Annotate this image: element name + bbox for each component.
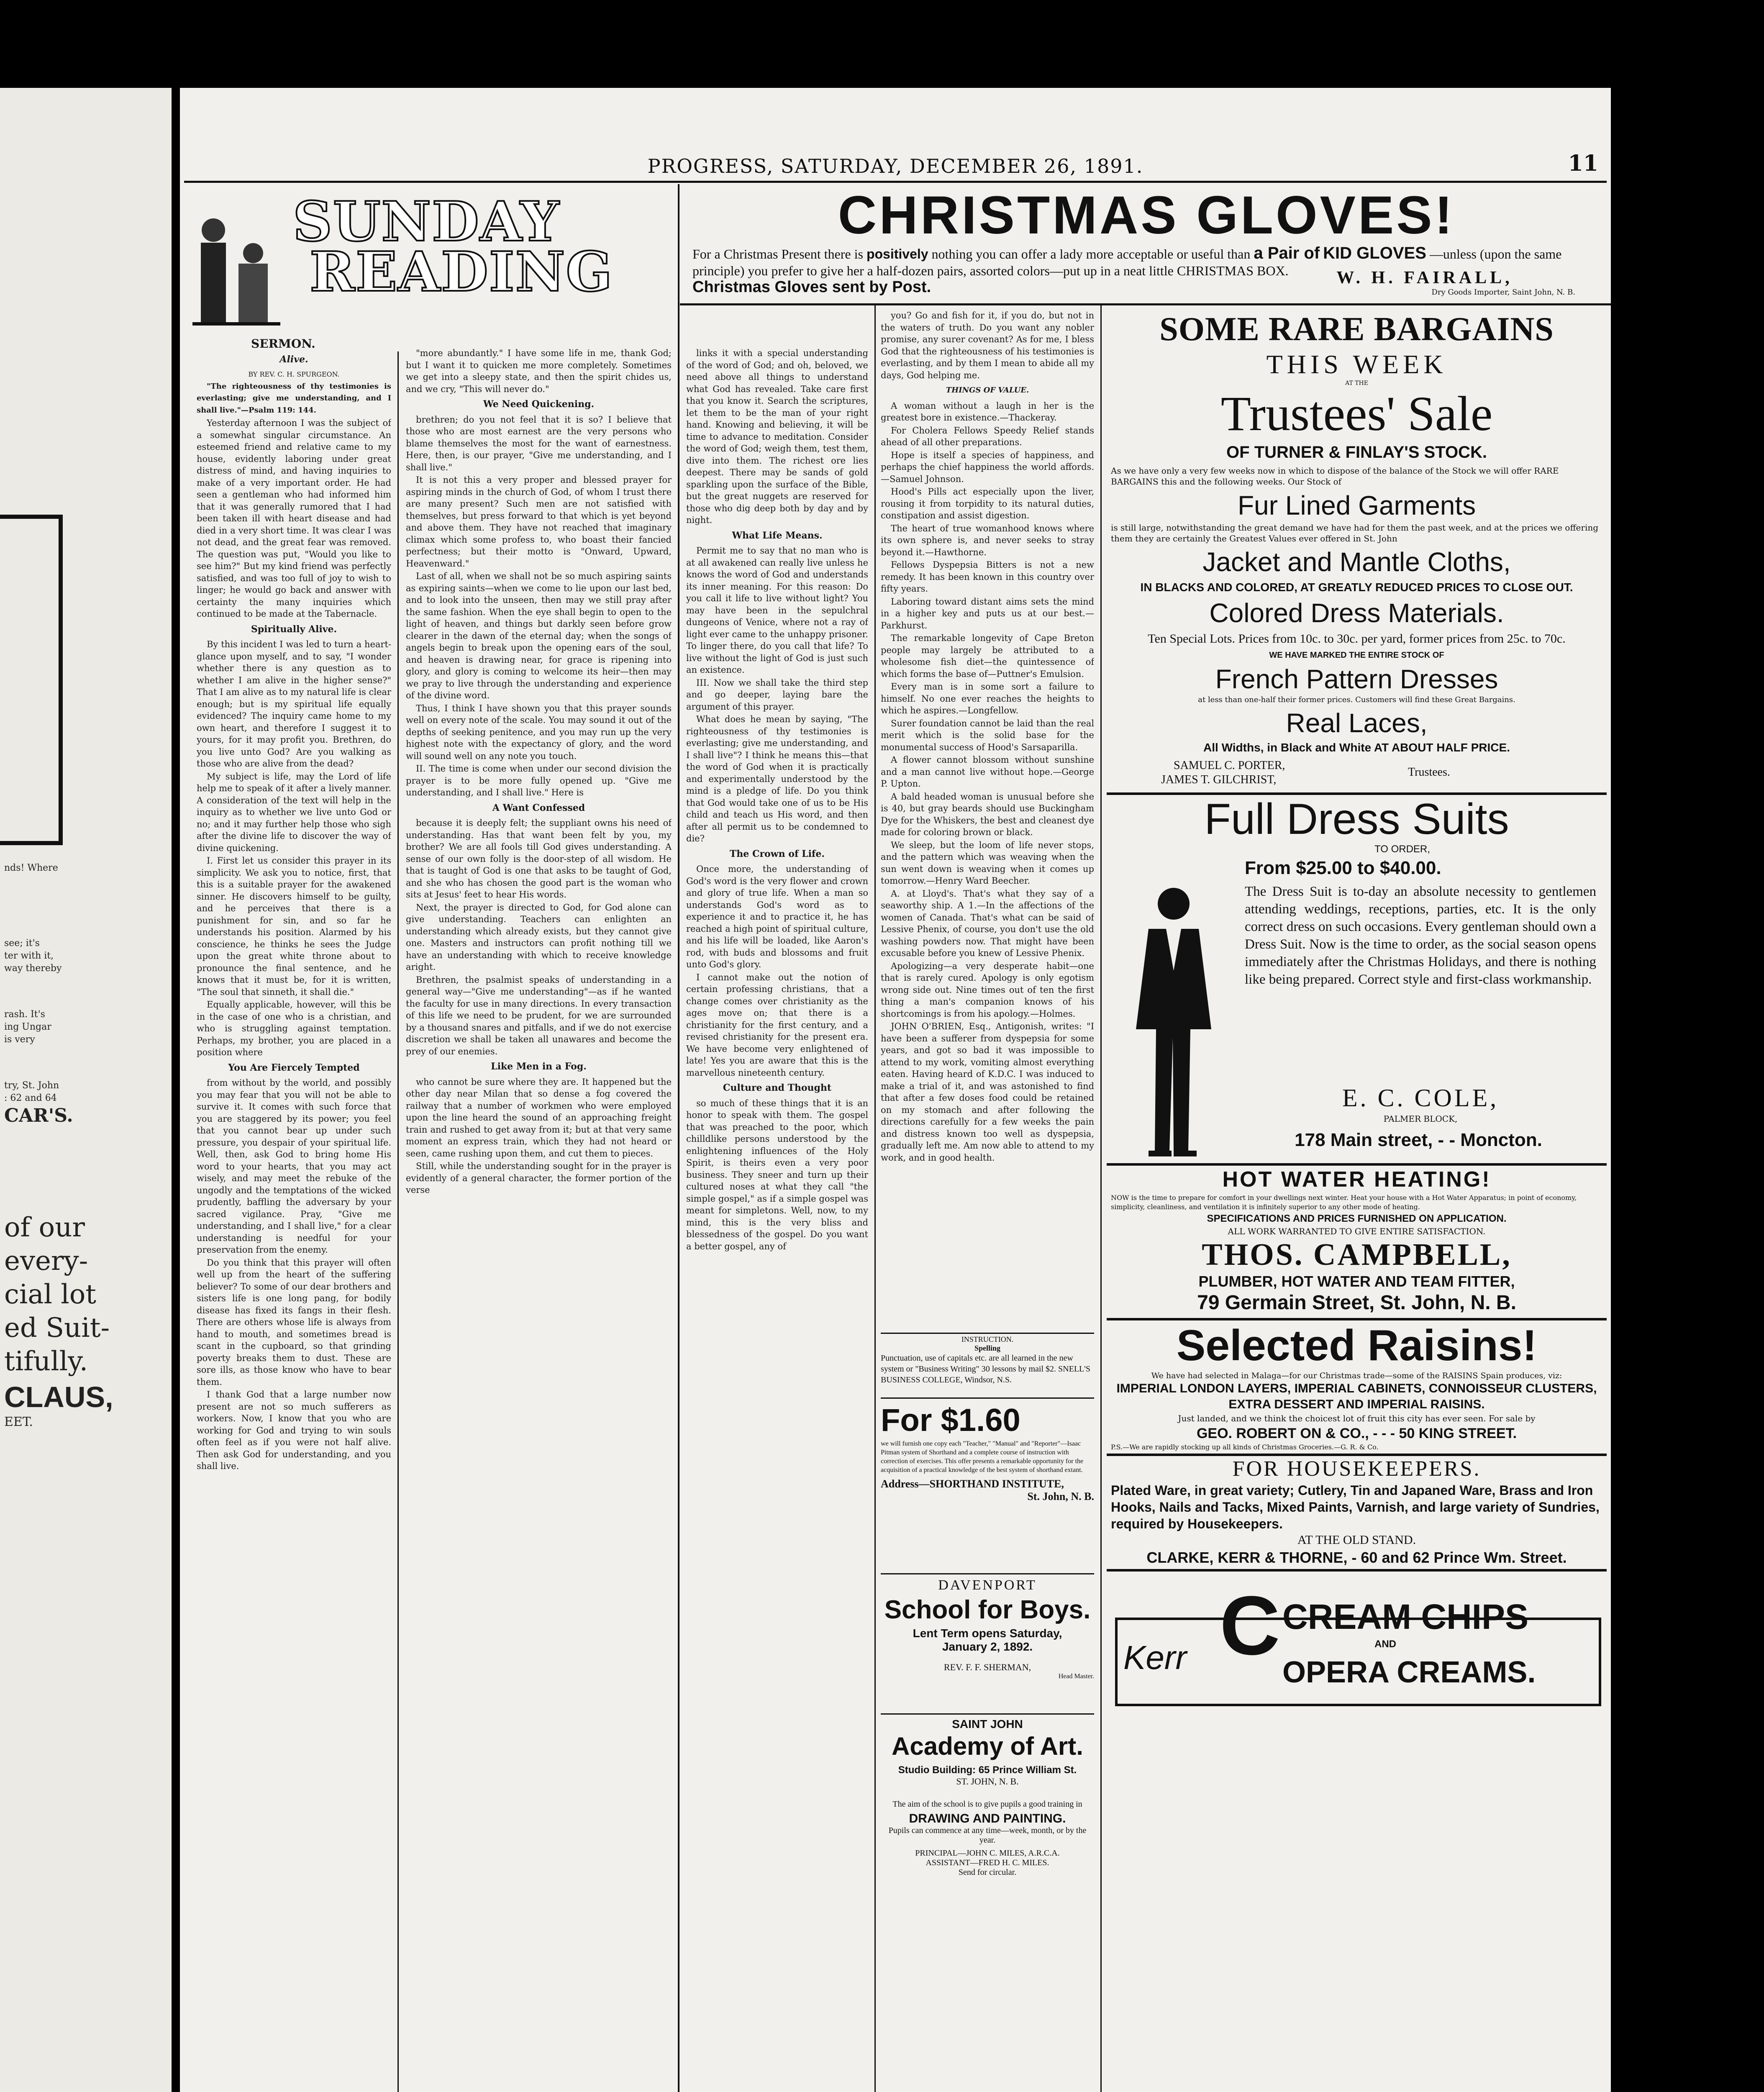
column-rule xyxy=(397,351,399,2092)
academy-circular: Send for circular. xyxy=(958,1868,1017,1877)
instruction-rule xyxy=(881,1573,1094,1574)
value-item: A flower cannot blossom without sunshine and a man cannot live without hope.—George P. Upton. xyxy=(881,755,1094,789)
value-item: A. at Lloyd's. That's what they say of a seaworthy ship. A 1.—In the affections of the women of Canada. That's what can be said of Lessive Phenix, of course, you don't use the old washing powders now. That might have been excusable before you knew of Lessive Phenix. xyxy=(881,888,1094,958)
housekeepers-body: Plated Ware, in great variety; Cutlery, Tin and Japaned Ware, Brass and Iron Hooks, Nails and Tacks, Mixed Paints, Varnish, and large variety of Sundries, required by Housekeepers. xyxy=(1111,1483,1600,1531)
jacket-mantle-cloths: Jacket and Mantle Cloths, xyxy=(1202,547,1511,577)
colored-dress-materials: Colored Dress Materials. xyxy=(1209,598,1504,628)
gloves-pair: a Pair of xyxy=(1254,244,1320,262)
sermon-paragraph: I thank God that a large number now present are not so much sufferers as workers. Now, I know that you who are working for God and trying to win souls often feel as if you were not half alive. Then ask God for understanding, and you shall live. xyxy=(197,1390,391,1471)
value-item: We sleep, but the loom of life never stops, and the pattern which was weaving when the sun went down is weaving when it comes up tomorrow.—Henry Ward Beecher. xyxy=(881,840,1094,886)
fragment-line: tifully. xyxy=(4,1346,88,1377)
newspaper-page xyxy=(180,88,1611,2092)
trustee-name: SAMUEL C. PORTER, xyxy=(1174,759,1285,772)
trustee-signatures xyxy=(1107,759,1607,792)
plumber-address: 79 Germain Street, St. John, N. B. xyxy=(1197,1292,1516,1314)
fragment-line: ter with it, xyxy=(4,951,54,961)
heating-warranted: ALL WORK WARRANTED TO GIVE ENTIRE SATISFACTION. xyxy=(1228,1226,1486,1236)
gloves-text: nothing you can offer a lady more acceptable or useful than xyxy=(931,246,1251,262)
sermon-paragraph: Permit me to say that no man who is at all awakened can really live unless he knows the word of God and understands its inner meaning. For this reason: Do you call it life to live without light? You may have been in the sepulchral dungeons of Venice, where not a ray of light ever came to the unhappy prisoner. To linger there, do you call that life? To live without the light of God is just such an existence. xyxy=(686,546,868,675)
instruction-section xyxy=(881,1333,1094,2092)
fragment-line: : 62 and 64 xyxy=(4,1093,57,1103)
sermon-paragraph: By this incident I was led to turn a heart-glance upon myself, and to say, "I wonder whether there is any question as to whether I am alive in the higher sense?" That I am alive as to my natural life is clear enough; but is my spiritual life equally evidenced? The inquiry came home to my own heart, and therefore I suggest it to yours, for it may profit you. Brethren, do you live unto God? Are you walking as those who are alive from the dead? xyxy=(197,639,391,769)
dress-suits-headline: Full Dress Suits xyxy=(1204,795,1509,843)
sermon-byline: BY REV. C. H. SPURGEON. xyxy=(248,370,340,378)
sermon-paragraph: Equally applicable, however, will this be in the case of one who is a christian, and who is struggling against temptation. Perhaps, my brother, you are placed in a position where xyxy=(197,1000,391,1057)
sermon-paragraph: Brethren, the psalmist speaks of understanding in a general way—"Give me understanding"—as if he wanted the faculty for use in many directions. In every transaction of this life we need to be prudent, for we are surrounded by a thousand snares and pitfalls, and if we do not exercise discretion we shall be taken all unawares and become the prey of our enemies. xyxy=(406,974,672,1056)
sermon-paragraph: links it with a special understanding of the word of God; and oh, beloved, we need above all things to understand what God has revealed. Take care first that you know it. Search the scriptures, let them to be the man of your right hand. Knowing and believing, it will be time to advance to meditation. Consider the word of God; weigh them, test them, dive into them. The richest ore lies deepest. There may be sands of gold sparkling upon the surface of the Bible, but the great nuggets are reserved for those who dig deep both by day and by night. xyxy=(686,348,868,525)
fragment-line: every- xyxy=(4,1246,88,1277)
heating-headline: HOT WATER HEATING! xyxy=(1222,1167,1491,1192)
sermon-paragraph: I cannot make out the notion of certain professing christians, that a change comes over christianity as the ages move on; that there is a christianity for the first century, and a revised christianity for the present era. We have become very enlightened of late! Yes you are aware that this is the marvellous nineteenth century. xyxy=(686,972,868,1078)
left-fragment-border xyxy=(0,515,63,845)
value-item: JOHN O'BRIEN, Esq., Antigonish, writes: "I have been a sufferer from dyspepsia for some years, and got so bad it was impossible to attend to my work, vomiting almost everything eaten. Having heard of K.D.C. I was induced to make a trial of it, and was astonished to find that after a few doses food could be retained on my stomach and after following the directions carefully for a few weeks the pain and distress known too well as dyspepsia, gradually left me. Am now able to attend to my work, and in good health. xyxy=(881,1021,1094,1163)
colored-text: Ten Special Lots. Prices from 10c. to 30c. per yard, former prices from 25c. to 70c. xyxy=(1148,632,1566,646)
headmaster-title: Head Master. xyxy=(1058,1673,1094,1680)
fragment-line: CLAUS, xyxy=(4,1381,113,1413)
studio-city: ST. JOHN, N. B. xyxy=(956,1776,1019,1787)
davenport-ad xyxy=(881,1577,1094,1680)
heating-specs: SPECIFICATIONS AND PRICES FURNISHED ON APPLICATION. xyxy=(1207,1213,1507,1224)
sermon-paragraph: Next, the prayer is directed to God, for God alone can give understanding. Teachers can enlighten an understanding which already exists, but they cannot give one. Masters and instructors can profit nothing till we have an understanding with which to receive knowledge aright. xyxy=(406,902,672,972)
dress-body: The Dress Suit is to-day an absolute necessity to gentlemen attending weddings, receptions, parties, etc. It is the only correct dress on such occasions. Every gentleman should own a Dress Suit. Now is the time to order, as the social season opens immediately after the Christmas Holidays, and there is nothing like being prepared. Correct style and first-class workmanship. xyxy=(1245,884,1596,987)
sermon-subhead: Spiritually Alive. xyxy=(251,623,337,635)
sermon-paragraph: Yesterday afternoon I was the subject of a somewhat singular circumstance. An esteemed friend and relative came to my house, evidently laboring under great distress of mind, and having inquiries to make of a very important order. He had seen a gentleman who had informed him that it was generally rumored that I had been taken ill with heart disease and had died in a very short time. It was clear I was not dead, and the great fear was removed. The question was put, "Would you like to see him?" But my kind friend was perfectly satisfied, and was too full of joy to wish to linger; he would go back and answer with certainty the many inquiries which continued to be made at the Tabernacle. xyxy=(197,418,391,619)
sermon-paragraph: Last of all, when we shall not be so much aspiring saints as expiring saints—when we come to lie upon our last bed, and to look into the unseen, then may we still pray after the same fashion. When the eye shall begin to open to the light of heaven, and things but darkly seen before grow clearer in the dawn of the eternal day; when the songs of angels begin to break upon the opening ears of the soul, and heaven is drawing near, for grace is ripening into glory, and glory is coming to welcome its heir—then may we pray to live through the understanding and experience of the divine word. xyxy=(406,571,672,700)
plumber-name: THOS. CAMPBELL, xyxy=(1202,1238,1512,1272)
fragment-line: see; it's xyxy=(4,938,40,949)
sermon-title: Alive. xyxy=(279,354,308,365)
real-laces: Real Laces, xyxy=(1286,708,1428,738)
to-order: TO ORDER, xyxy=(1374,843,1430,855)
sermon-subhead: The Crown of Life. xyxy=(729,848,825,859)
christmas-gloves-ad xyxy=(684,186,1609,303)
sermon-paragraph: you? Go and fish for it, if you do, but not in the waters of truth. Do you want any nobler promise, any surer covenant? As for me, I bless God that the righteousness of his testimonies is everlasting, and by them I mean to abide all my days, God helping me. xyxy=(881,310,1094,380)
french-pattern-dresses: French Pattern Dresses xyxy=(1215,664,1498,694)
instruction-rule xyxy=(881,1713,1094,1715)
raisins-ad xyxy=(1107,1320,1607,1452)
fragment-line: way thereby xyxy=(4,963,62,974)
shorthand-ad xyxy=(881,1402,1094,1503)
trustees-sale: Trustees' Sale xyxy=(1220,386,1493,441)
left-fragment-text xyxy=(4,862,167,1428)
laces-text: All Widths, in Black and White AT ABOUT HALF PRICE. xyxy=(1203,741,1510,754)
academy-drawing: DRAWING AND PAINTING. xyxy=(909,1812,1066,1825)
column-4 xyxy=(881,310,1094,1331)
kerr-name: Kerr xyxy=(1123,1639,1187,1676)
sermon-subhead: What Life Means. xyxy=(732,530,823,541)
headmaster-name: REV. F. F. SHERMAN, xyxy=(944,1662,1031,1672)
tailor-name: E. C. COLE, xyxy=(1342,1084,1499,1112)
trustees-label: Trustees. xyxy=(1408,766,1450,779)
gloves-by-post: Christmas Gloves sent by Post. xyxy=(692,278,931,296)
sermon-paragraph: because it is deeply felt; the suppliant owns his need of understanding. Has that want been felt by you, my brother? We are all fools till God gives understanding. A sense of our own folly is the door-step of all wisdom. He that is taught of God is one that asks to be taught of God, and she who has chosen the good part is the woman who sits at Jesus' feet to hear His words. xyxy=(406,818,672,900)
lent-date: January 2, 1892. xyxy=(942,1640,1033,1653)
academy-city: SAINT JOHN xyxy=(952,1718,1023,1731)
bargains-at-the: AT THE xyxy=(1345,380,1368,387)
cream-chips: CREAM CHIPS xyxy=(1282,1597,1529,1636)
tailor-address: 178 Main street, - - Moncton. xyxy=(1295,1130,1542,1150)
trustee-name: JAMES T. GILCHRIST, xyxy=(1161,773,1277,786)
fragment-line: EET. xyxy=(4,1415,33,1429)
academy-aim: The aim of the school is to give pupils a good training in xyxy=(892,1800,1082,1809)
page-number: 11 xyxy=(1568,151,1598,176)
fragment-line: nds! Where xyxy=(4,863,58,873)
gloves-merchant xyxy=(1249,268,1600,297)
masthead: PROGRESS, SATURDAY, DECEMBER 26, 1891. xyxy=(647,155,1144,177)
value-item: Hood's Pills act especially upon the liver, rousing it from torpidity to its natural duties, constipation and assist digestion. xyxy=(881,487,1094,520)
academy-ad xyxy=(881,1718,1094,1877)
value-item: Apologizing—a very desperate habit—one that is rarely cured. Apology is only egotism wrong side out. Nine times out of ten the first thing a man's companion knows of his shortcomings is from his apology.—Holmes. xyxy=(881,961,1094,1019)
kerr-ad xyxy=(1107,1572,1607,1705)
palmer-block: PALMER BLOCK, xyxy=(1383,1114,1458,1124)
fragment-line: ed Suit- xyxy=(4,1313,110,1343)
sunday-title xyxy=(276,190,678,304)
raisins-seller: GEO. ROBERT ON & CO., - - - 50 KING STREET. xyxy=(1196,1425,1517,1441)
bargains-headline: SOME RARE BARGAINS xyxy=(1159,311,1554,348)
instruction-rule xyxy=(881,1333,1094,1334)
davenport: DAVENPORT xyxy=(938,1577,1037,1593)
fragment-line: try, St. John xyxy=(4,1080,59,1091)
masthead-rule xyxy=(184,181,1607,183)
merchant-sub: Dry Goods Importer, Saint John, N. B. xyxy=(1431,288,1575,297)
sermon-paragraph: "more abundantly." I have some life in me, thank God; but I want it to quicken me more completely. Sometimes we get into a sleepy state, and then the spirit chides us, and we cry, "This will never do." xyxy=(406,348,672,394)
school-for-boys: School for Boys. xyxy=(884,1595,1091,1624)
bargains-intro: As we have only a very few weeks now in which to dispose of the balance of the Stock we will offer RARE BARGAINS this and the following weeks. Our Stock of xyxy=(1111,466,1559,487)
shorthand-text: we will furnish one copy each "Teacher," "Manual" and "Reporter"—Isaac Pitman system of Shorthand and a complete course of instruction with correction of exercises. This offer presents a remarkable opportunity for the acquisition of a practical knowledge of the best system of shorthand extant. xyxy=(881,1440,1084,1474)
sermon-paragraph: who cannot be sure where they are. It happened but the other day near Milan that so dense a fog covered the railway that a number of workmen who were employed upon the line heard the sound of an approaching freight train and rushed to get away from it; but at that very same moment an express train, which they had not heard or seen, came rushing upon them, and cut them to pieces. xyxy=(406,1077,672,1159)
gloves-text: —unless (upon the same principle) you prefer to give her a half-dozen pairs, assorted colors—put up in a neat little CHRISTMAS BOX. xyxy=(692,246,1562,278)
reading-figures-icon xyxy=(192,192,280,331)
academy-principal: PRINCIPAL—JOHN C. MILES, A.R.C.A. xyxy=(915,1848,1060,1858)
spelling-text: Punctuation, use of capitals etc. are all learned in the new system or "Business Writing" 30 lessons by mail $2. SNELL'S BUSINESS COLLEGE, Windsor, N.S. xyxy=(881,1354,1090,1384)
gloves-headline: CHRISTMAS GLOVES! xyxy=(838,185,1455,245)
sunday-title-line-2: READING xyxy=(310,240,613,304)
french-text: at less than one-half their former prices. Customers will find these Great Bargains. xyxy=(1198,695,1515,704)
fur-text: is still large, notwithstanding the great demand we have had for them the past week, and at the prices we offering them they are certainly the Greatest Values ever offered in St. John xyxy=(1111,523,1599,544)
value-item: Laboring toward distant aims sets the mind in a higher key and puts us at our best.—Parkhurst. xyxy=(881,596,1094,631)
housekeepers-seller: CLARKE, KERR & THORNE, - 60 and 62 Prince Wm. Street. xyxy=(1146,1549,1567,1566)
gloves-positively: positively xyxy=(866,246,928,262)
gentleman-icon xyxy=(1119,879,1228,1163)
column-rule xyxy=(874,305,876,2092)
sermon-paragraph: from without by the world, and possibly you may fear that you will not be able to survive it. It comes with such force that you are staggered by its power; you feel that you cannot bear up under such pressure, you despair of your spiritual life. Well, then, ask God to bring home His word to your hearts, that you may act wisely, and may meet the rebuke of the ungodly and the temptations of the wicked prudently, baffling the adversary by your sacred vigilance. Pray, "Give me understanding, and I shall live," for a clear understanding is needful for your preservation from the enemy. xyxy=(197,1078,391,1255)
sermon-subhead: We Need Quickening. xyxy=(483,399,595,410)
plumber-trade: PLUMBER, HOT WATER AND TEAM FITTER, xyxy=(1198,1273,1515,1290)
gloves-bottom-rule xyxy=(680,303,1611,305)
opera-creams: OPERA CREAMS. xyxy=(1282,1656,1536,1689)
right-column xyxy=(1107,310,1607,2092)
sermon-paragraph: Once more, the understanding of God's word is the very flower and crown and glory of true life. When a man so understands God's word as to experience it and to practice it, he has reached a high point of spiritual culture, and his life will be loaded, like Aaron's rod, with buds and blossoms and fruit unto God's glory. xyxy=(686,864,868,969)
sermon-paragraph: It is not this a very proper and blessed prayer for aspiring minds in the church of God, of whom I trust there are many present? Such men are not satisfied with themselves, but press forward to that which is yet beyond and above them. They have not reached that imaginary climax which some profess to, who boast their fancied perfectness; but their motto is "Onward, Upward, Heavenward." xyxy=(406,475,672,569)
value-item: A woman without a laugh in her is the greatest bore in existence.—Thackeray. xyxy=(881,400,1094,423)
sermon-column-2 xyxy=(406,347,672,2092)
sermon-subhead: Like Men in a Fog. xyxy=(491,1061,587,1072)
instruction-head: INSTRUCTION. xyxy=(961,1335,1014,1343)
instruction-rule xyxy=(881,1397,1094,1399)
old-stand: AT THE OLD STAND. xyxy=(1297,1533,1416,1547)
sermon-paragraph: I. First let us consider this prayer in its simplicity. We ask you to notice, first, that this is a suitable prayer for the awakened sinner. He discovers himself to be guilty, and he perceives that there is a punishment for sin, and so far he understands his position. Alarmed by his conscience, he thinks he sees the Judge upon the great white throne about to pronounce the final sentence, and he knows that it must be, for it is written, "The soul that sinneth, it shall die." xyxy=(197,856,391,997)
sermon-paragraph: Do you think that this prayer will often well up from the heart of the suffering believer? To some of our dear brothers and sisters life is one long pang, for bodily disease has fixed its fangs in their flesh. There are others whose life is always from hand to mouth, and sometimes bread is scant in the cupboard, so that grinding poverty breaks them to dust. These are sore ills, as those know who have to bear them. xyxy=(197,1257,391,1387)
fragment-line: CAR'S. xyxy=(4,1105,73,1126)
bargains-this-week: THIS WEEK xyxy=(1266,349,1447,379)
heating-body: NOW is the time to prepare for comfort in your dwellings next winter. Heat your house with a Hot Water Apparatus; in point of economy, simplicity, cleanliness, and ventilation it is infinitely superior to any other mode of heating. xyxy=(1111,1194,1577,1211)
sermon-paragraph: Still, while the understanding sought for in the prayer is evidently of a general character, the former portion of the verse xyxy=(406,1161,672,1195)
sermon-label: SERMON. xyxy=(251,337,315,351)
raisins-list: IMPERIAL LONDON LAYERS, IMPERIAL CABINETS, CONNOISSEUR CLUSTERS, EXTRA DESSERT AND IMPERIAL RAISINS. xyxy=(1116,1382,1597,1411)
value-item: For Cholera Fellows Speedy Relief stands ahead of all other preparations. xyxy=(881,425,1094,447)
fragment-line: rash. It's xyxy=(4,1009,45,1020)
dress-price: From $25.00 to $40.00. xyxy=(1245,858,1441,878)
sermon-subhead: You Are Fiercely Tempted xyxy=(228,1062,360,1073)
sermon-paragraph: III. Now we shall take the third step and go deeper, laying bare the argument of this prayer. xyxy=(686,677,868,712)
value-item: A bald headed woman is unusual before she is 40, but gray beards should use Buckingham Dye for the Whiskers, the best and cleanest dye made for coloring brown or black. xyxy=(881,791,1094,837)
shorthand-address: Address—SHORTHAND INSTITUTE, xyxy=(881,1478,1064,1490)
gloves-text: For a Christmas Present there is xyxy=(692,246,863,262)
turner-finlay: OF TURNER & FINLAY'S STOCK. xyxy=(1226,443,1487,461)
sermon-column-1 xyxy=(197,335,391,2092)
sermon-column-3 xyxy=(686,347,868,2092)
fragment-line: cial lot xyxy=(4,1279,96,1310)
sermon-paragraph: My subject is life, may the Lord of life help me to speak of it after a lively manner. A consideration of the text will help in the inquiry as to whether we live unto God or no; and it may further help those who sigh after the divine life to discover the way of divine quickening. xyxy=(197,771,391,853)
sermon-paragraph: Thus, I think I have shown you that this prayer sounds well on every note of the scale. You may sound it out of the depths of seeking penitence, and you may run up the very highest note with the expectancy of glory, and the word will sound well on any note you touch. xyxy=(406,703,672,761)
value-item: The heart of true womanhood knows where its own sphere is, and never seeks to stray beyond it.—Hawthorne. xyxy=(881,523,1094,557)
sermon-subhead: A Want Confessed xyxy=(492,802,585,813)
sunday-title-line-1: SUNDAY xyxy=(293,190,560,254)
for-price: For $1.60 xyxy=(881,1402,1020,1438)
value-item: Fellows Dyspepsia Bitters is not a new remedy. It has been known in this country over fifty years. xyxy=(881,560,1094,594)
academy-pupils: Pupils can commence at any time—week, month, or by the year. xyxy=(888,1826,1087,1845)
sunday-reading-illustration xyxy=(192,192,280,331)
sermon-subhead: Culture and Thought xyxy=(723,1082,832,1093)
value-item: Surer foundation cannot be laid than the real merit which is the solid base for the monumental success of Hood's Sarsaparilla. xyxy=(881,718,1094,752)
shorthand-address-2: St. John, N. B. xyxy=(1027,1490,1094,1502)
adjacent-page-fragment xyxy=(0,88,172,2092)
column-rule xyxy=(678,184,679,2092)
raisins-ps: P.S.—We are rapidly stocking up all kinds of Christmas Groceries.—G. R. & Co. xyxy=(1111,1443,1379,1451)
kerr-and: AND xyxy=(1374,1638,1396,1650)
sermon-paragraph: II. The time is come when under our second division the prayer is to be more fully opened up. "Give me understanding, and I shall live." Here is xyxy=(406,764,672,797)
merchant-name: W. H. FAIRALL, xyxy=(1336,268,1513,287)
jacket-text: IN BLACKS AND COLORED, AT GREATLY REDUCED PRICES TO CLOSE OUT. xyxy=(1140,581,1573,594)
fragment-line: of our xyxy=(4,1212,85,1243)
fragment-line: ing Ungar xyxy=(4,1022,51,1032)
dress-suits-ad xyxy=(1107,795,1607,1163)
sermon-paragraph: brethren; do you not feel that it is so? I believe that those who are most earnest are the very persons who blame themselves the most for the want of earnestness. Here, then, is our prayer, "Give me understanding, and I shall live." xyxy=(406,414,672,472)
sermon-paragraph: so much of these things that it is an honor to speak with them. The gospel that was preached to the poor, which chilldlike persons understood by the enlightening influences of the Holy Spirit, is theirs even a very poor business. They sneer and turn up their cultured noses at what they call "the simple gospel," as if a simple gospel was meant for simpletons. Well, now, to my mind, this is the very bliss and blessedness of the gospel. Do you want a better gospel, any of xyxy=(686,1098,868,1251)
column-rule xyxy=(1100,305,1102,2092)
raisins-intro: We have had selected in Malaga—for our Christmas trade—some of the RAISINS Spain produces, viz: xyxy=(1151,1371,1562,1380)
heating-ad xyxy=(1107,1166,1607,1315)
academy-assistant: ASSISTANT—FRED H. C. MILES. xyxy=(926,1858,1049,1867)
sermon-paragraph: What does he mean by saying, "The righteousness of thy testimonies is everlasting; give me understanding, and I shall live"? I think he means this—that the word of God when it is practically and experimentally understood by the mind is a pledge of life. Do you think that God would take one of us to be His child and teach us His word, and then after all permit us to be condemned to die? xyxy=(686,714,868,843)
raisins-headline: Selected Raisins! xyxy=(1176,1321,1537,1370)
cream-c: C xyxy=(1220,1579,1280,1672)
fur-lined-garments: Fur Lined Garments xyxy=(1237,490,1476,520)
marked-text: WE HAVE MARKED THE ENTIRE STOCK OF xyxy=(1269,651,1444,660)
housekeepers-ad xyxy=(1107,1456,1607,1567)
value-item: The remarkable longevity of Cape Breton people may largely be attributed to a wholesome fish diet—the quintessence of which forms the base of—Puttner's Emulsion. xyxy=(881,633,1094,679)
studio-address: Studio Building: 65 Prince William St. xyxy=(898,1764,1077,1776)
spelling-head: Spelling xyxy=(974,1344,1001,1352)
gloves-kid: KID GLOVES xyxy=(1323,244,1426,262)
fragment-line: is very xyxy=(4,1034,35,1045)
lent-term: Lent Term opens Saturday, xyxy=(913,1627,1062,1640)
housekeepers-headline: FOR HOUSEKEEPERS. xyxy=(1232,1457,1481,1481)
raisins-landed: Just landed, and we think the choicest lot of fruit this city has ever seen. For sale by xyxy=(1178,1413,1536,1423)
value-item: Hope is itself a species of happiness, and perhaps the chief happiness the world affords.—Samuel Johnson. xyxy=(881,450,1094,484)
sermon-epigraph: "The righteousness of thy testimonies is everlasting; give me understanding, and I shall live."—Psalm 119: 144. xyxy=(197,382,391,415)
value-item: Every man is in some sort a failure to himself. No one ever reaches the heights to which he aspires.—Longfellow. xyxy=(881,682,1094,715)
things-of-value-head: THINGS OF VALUE. xyxy=(946,386,1029,395)
academy-name: Academy of Art. xyxy=(892,1732,1083,1760)
